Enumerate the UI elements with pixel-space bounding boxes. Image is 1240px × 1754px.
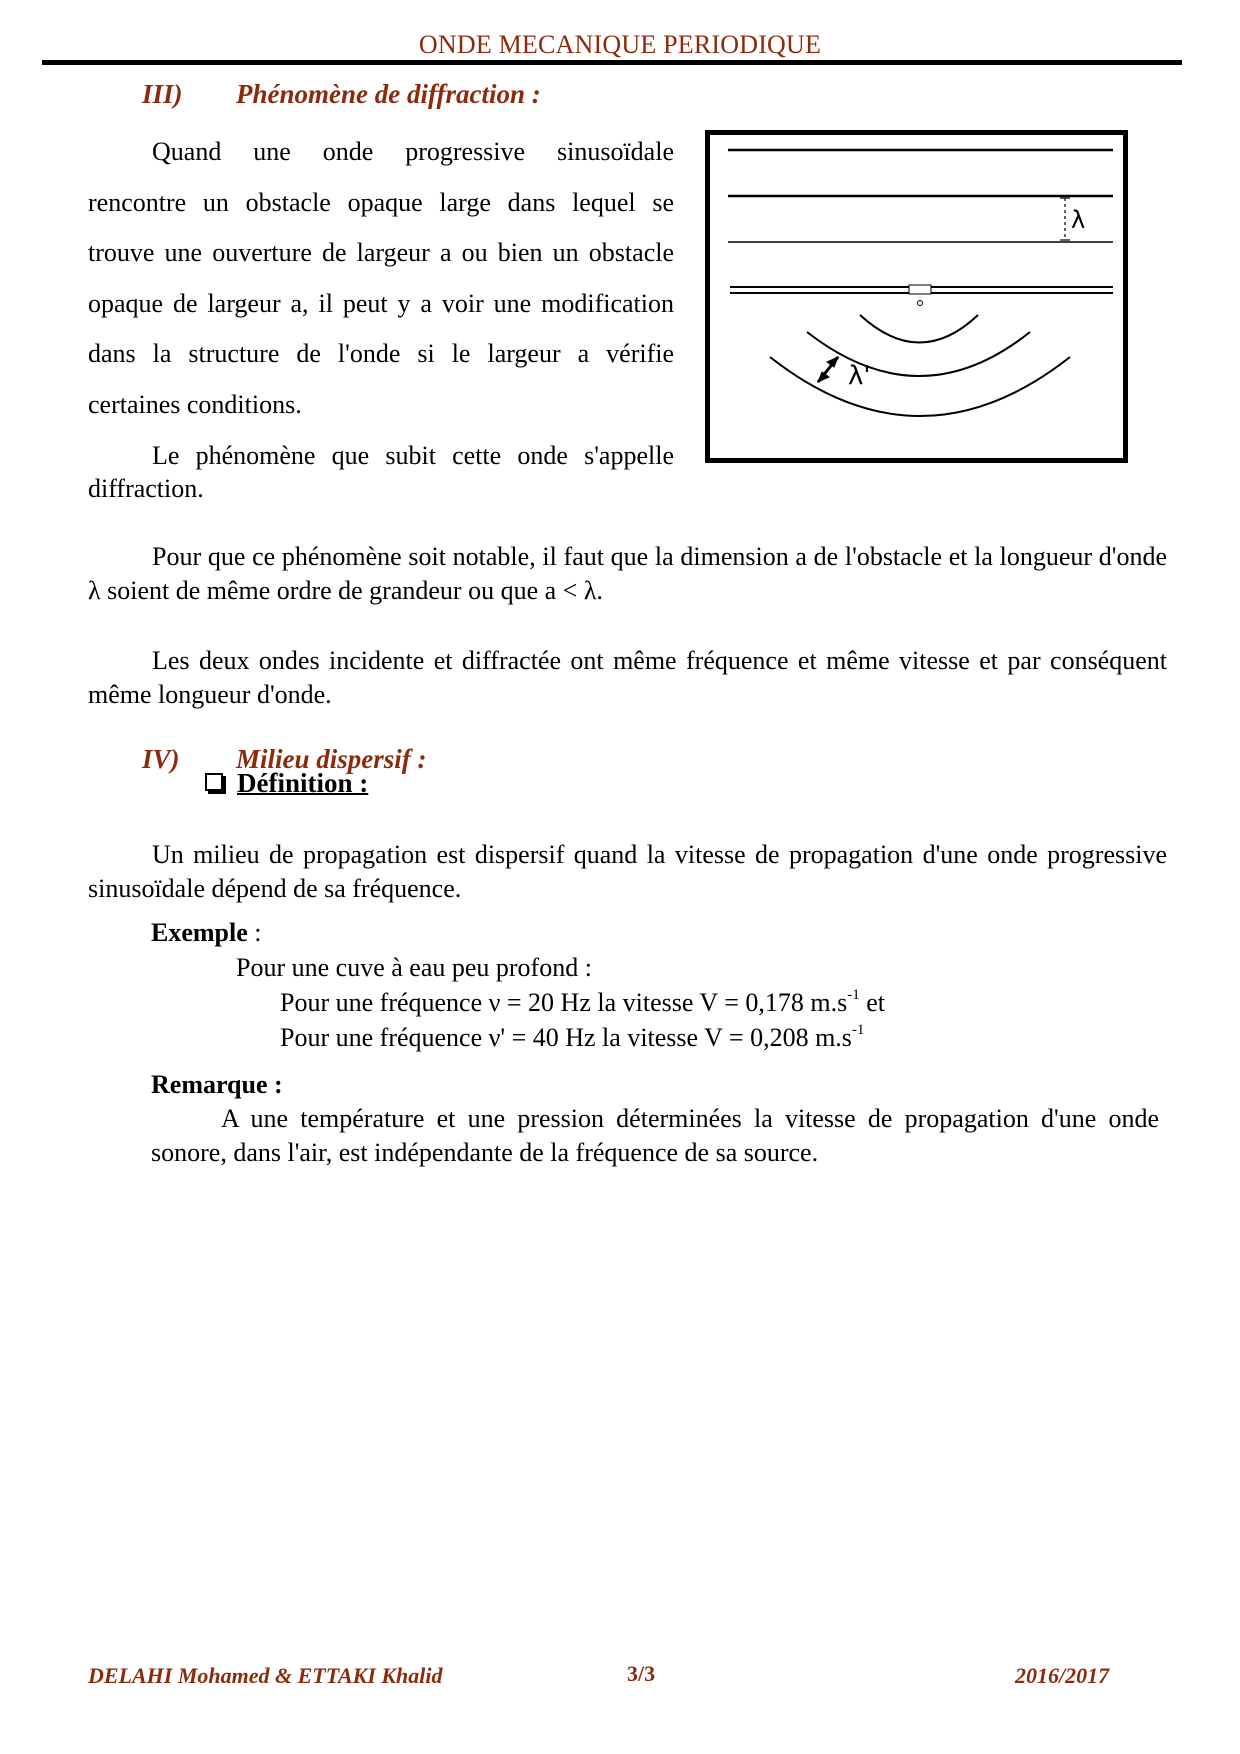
diffracted-wavefront: [770, 357, 1070, 416]
example-line-1: [280, 988, 885, 1018]
footer-year: 2016/2017: [1015, 1663, 1110, 1688]
example-colon: :: [247, 918, 262, 947]
example-line-2: [280, 1023, 864, 1053]
example-label: Exemple: [151, 918, 248, 947]
section-4-number: IV): [142, 744, 180, 774]
diffraction-text: [88, 127, 674, 505]
definition-text: Un milieu de propagation est dispersif quand la vitesse de propagation d'une onde progressive sinusoïdale dépend de sa fréquence.: [88, 840, 1167, 903]
diffraction-figure: [705, 130, 1128, 463]
diffraction-para-2: Le phénomène que subit cette onde s'appelle diffraction.: [88, 441, 674, 503]
page-header-title: ONDE MECANIQUE PERIODIQUE: [418, 30, 822, 59]
diffraction-para-1: Quand une onde progressive sinusoïdale rencontre un obstacle opaque large dans lequel se trouve une ouverture de largeur a ou bien un obstacle opaque de largeur a, il peut y a voir une modification dans la structure de l'onde si le largeur a vérifie certaines conditions.: [88, 137, 674, 419]
definition-heading: [205, 768, 368, 799]
footer-page-number: 3/3: [627, 1661, 656, 1686]
example-line-1-exponent: -1: [847, 987, 860, 1003]
diffracted-wavefront: [807, 332, 1030, 376]
remark-text: A une température et une pression déterminées la vitesse de propagation d'une onde sonore, dans l'air, est indépendante de la fréquence de sa source.: [151, 1104, 1159, 1167]
remark-label: Remarque :: [151, 1070, 283, 1099]
slit-center-mark: [918, 301, 923, 306]
diffraction-figure-svg: [710, 135, 1123, 458]
example-line-2-text: Pour une fréquence ν' = 40 Hz la vitesse V = 0,208 m.s: [280, 1023, 852, 1052]
example-line-1-tail: et: [859, 988, 886, 1017]
example-line-1-text: Pour une fréquence ν = 20 Hz la vitesse V = 0,178 m.s: [280, 988, 848, 1017]
footer-authors: DELAHI Mohamed & ETTAKI Khalid: [88, 1663, 443, 1688]
section-3-heading: [142, 79, 541, 110]
definition-label: Définition :: [237, 768, 369, 798]
arrow-head: [827, 357, 838, 367]
section-3-title: Phénomène de diffraction :: [236, 79, 541, 109]
example-line-2-exponent: -1: [851, 1022, 865, 1038]
header-rule: [42, 60, 1182, 65]
arrow-head: [818, 372, 829, 382]
checkbox-bullet-icon: [205, 773, 223, 791]
slit-opening: [909, 285, 931, 294]
diffracted-wavefront: [860, 315, 978, 343]
same-frequency-text: Les deux ondes incidente et diffractée ont même fréquence et même vitesse et par conséquent même longueur d'onde.: [88, 646, 1167, 709]
lambda-prime-label: λ': [848, 361, 871, 391]
diffraction-condition: Pour que ce phénomène soit notable, il faut que la dimension a de l'obstacle et la longueur d'onde λ soient de même ordre de grandeur ou que a < λ.: [88, 542, 1167, 605]
section-3-number: III): [142, 79, 183, 109]
example-heading: [151, 918, 262, 948]
lambda-label: λ: [1071, 206, 1086, 234]
example-intro: Pour une cuve à eau peu profond :: [236, 953, 592, 982]
section-4-title: Milieu dispersif :: [236, 744, 427, 774]
